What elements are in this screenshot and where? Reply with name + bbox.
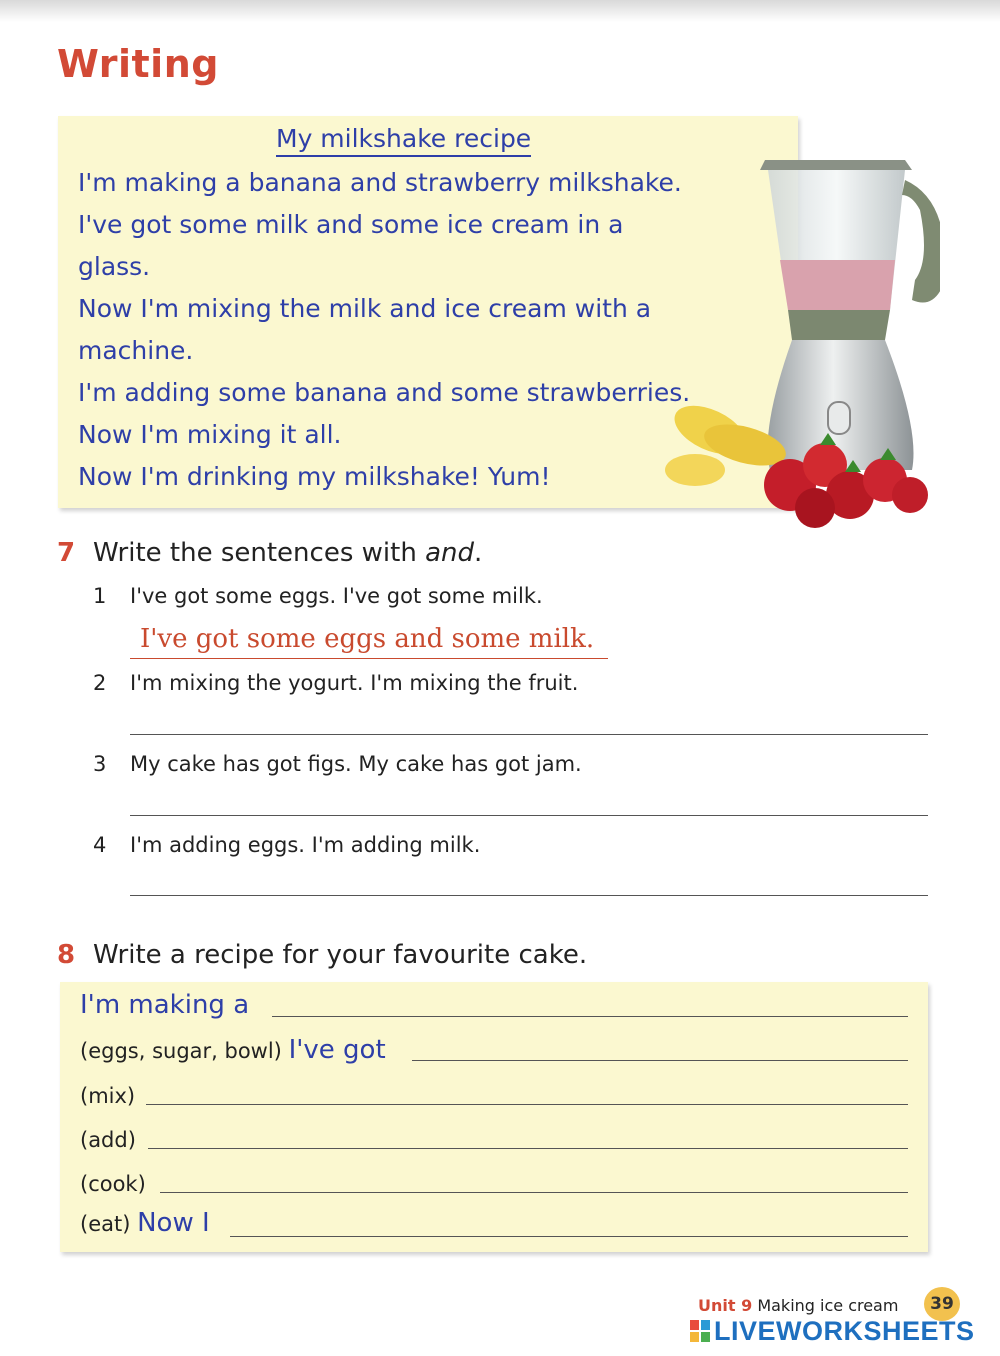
row-2-starter: I've got xyxy=(288,1035,386,1065)
recipe-row-1 xyxy=(80,990,249,1020)
row-6-starter: Now I xyxy=(137,1208,210,1238)
question-3-text: My cake has got figs. My cake has got jam. xyxy=(130,752,582,776)
recipe-line: I've got some milk and some ice cream in a xyxy=(78,210,624,239)
page-title: Writing xyxy=(57,42,219,86)
recipe-row-6 xyxy=(80,1208,210,1238)
recipe-line: machine. xyxy=(78,336,194,365)
unit-title: Making ice cream xyxy=(757,1296,899,1315)
exercise-7-title-end: . xyxy=(473,538,483,568)
question-3-answer-line[interactable] xyxy=(130,815,928,816)
exercise-7-title xyxy=(93,538,482,568)
recipe-row-1-line[interactable] xyxy=(272,1016,908,1017)
row-2-hint: (eggs, sugar, bowl) xyxy=(80,1039,282,1063)
row-5-hint: (cook) xyxy=(80,1172,146,1196)
recipe-line: I'm adding some banana and some strawberries. xyxy=(78,378,691,407)
row-6-hint: (eat) xyxy=(80,1212,131,1236)
question-2-text: I'm mixing the yogurt. I'm mixing the fruit. xyxy=(130,671,579,695)
recipe-line: Now I'm mixing the milk and ice cream with a xyxy=(78,294,652,323)
exercise-7-number: 7 xyxy=(57,538,76,568)
recipe-row-5-line[interactable] xyxy=(160,1192,908,1193)
liveworksheets-logo-icon xyxy=(690,1320,710,1342)
recipe-row-4-line[interactable] xyxy=(148,1148,908,1149)
unit-label: Unit 9 xyxy=(698,1296,753,1315)
recipe-row-3-line[interactable] xyxy=(146,1104,908,1105)
recipe-row-2 xyxy=(80,1035,386,1065)
recipe-row-2-line[interactable] xyxy=(412,1060,908,1061)
row-3-hint: (mix) xyxy=(80,1084,136,1108)
recipe-line: Now I'm drinking my milkshake! Yum! xyxy=(78,462,551,491)
row-4-hint: (add) xyxy=(80,1128,136,1152)
recipe-line: glass. xyxy=(78,252,151,281)
recipe-row-4 xyxy=(80,1128,136,1152)
question-1-answer: I've got some eggs and some milk. xyxy=(140,624,595,654)
page-number: 39 xyxy=(924,1287,960,1321)
top-shadow xyxy=(0,0,1000,22)
footer-unit xyxy=(698,1296,898,1315)
blender-fruit-illustration xyxy=(650,140,940,535)
question-4-number: 4 xyxy=(93,833,107,857)
question-4-answer-line[interactable] xyxy=(130,895,928,896)
exercise-7-title-text: Write the sentences with xyxy=(93,538,426,568)
recipe-row-3 xyxy=(80,1084,135,1108)
recipe-row-5 xyxy=(80,1172,146,1196)
recipe-line: Now I'm mixing it all. xyxy=(78,420,342,449)
recipe-row-6-line[interactable] xyxy=(230,1236,908,1237)
exercise-8-number: 8 xyxy=(57,940,76,970)
row-1-starter: I'm making a xyxy=(80,990,250,1020)
question-1-number: 1 xyxy=(93,584,107,608)
question-2-answer-line[interactable] xyxy=(130,734,928,735)
question-4-text: I'm adding eggs. I'm adding milk. xyxy=(130,833,481,857)
recipe-line: I'm making a banana and strawberry milkshake. xyxy=(78,168,682,197)
question-1-answer-line[interactable] xyxy=(130,658,608,659)
exercise-7-title-emphasis: and xyxy=(425,538,474,568)
question-1-text: I've got some eggs. I've got some milk. xyxy=(130,584,543,608)
recipe-title: My milkshake recipe xyxy=(276,124,531,157)
question-3-number: 3 xyxy=(93,752,107,776)
question-2-number: 2 xyxy=(93,671,107,695)
exercise-8-title: Write a recipe for your favourite cake. xyxy=(93,940,588,970)
brand-name[interactable]: LIVEWORKSHEETS xyxy=(714,1316,975,1346)
